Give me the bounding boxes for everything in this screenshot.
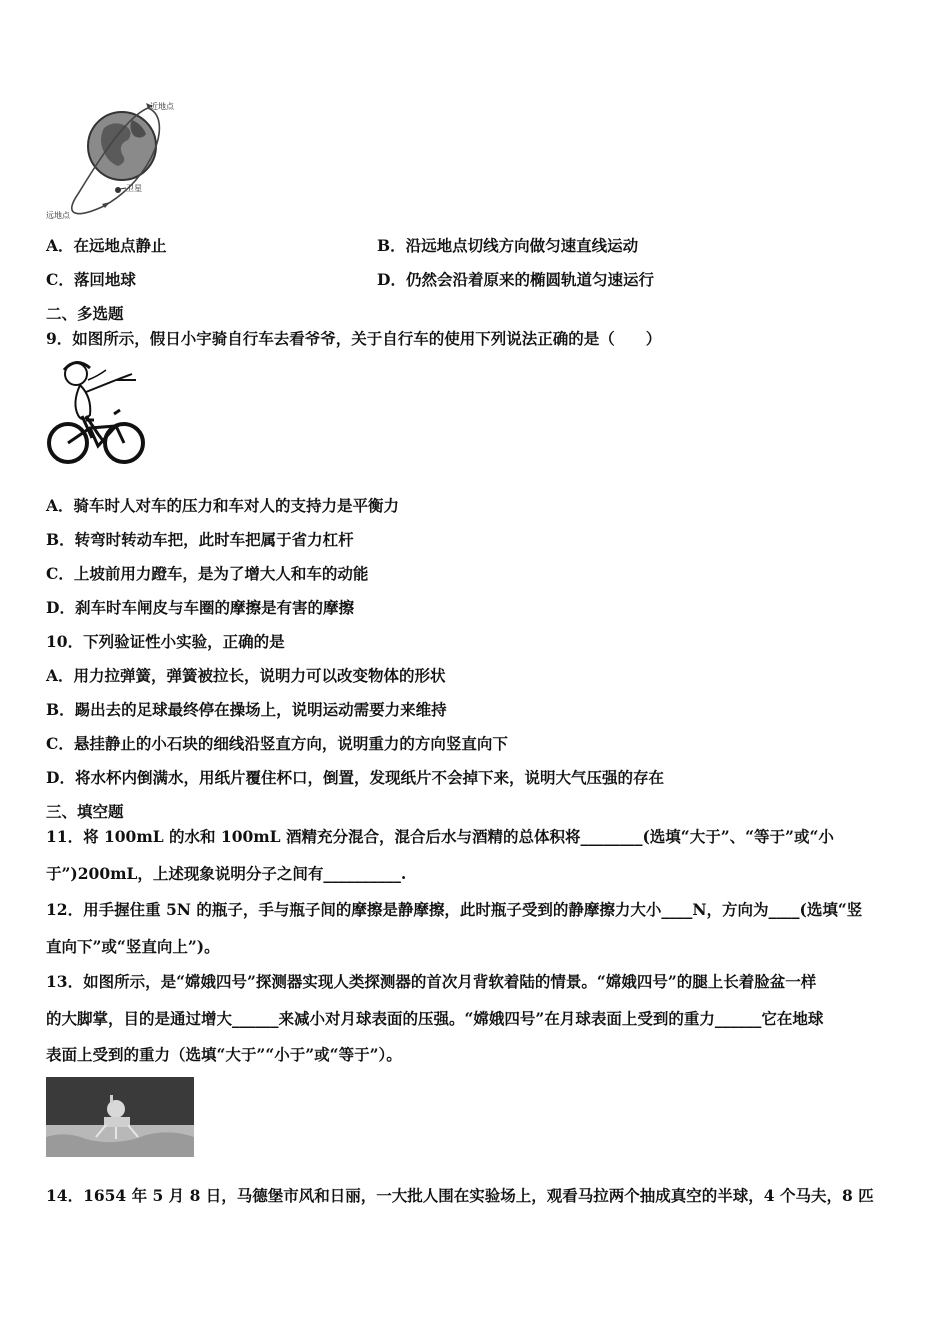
q10-stem: 10．下列验证性小实验，正确的是 xyxy=(46,632,285,651)
q11-line1: 11．将 100mL 的水和 100mL 酒精充分混合，混合后水与酒精的总体积将________(选填“大于”、“等于”或“小 xyxy=(46,827,834,846)
satellite-label: 卫星 xyxy=(126,184,142,193)
q10-option-d: D．将水杯内倒满水，用纸片覆住杯口，倒置，发现纸片不会掉下来，说明大气压强的存在 xyxy=(46,768,664,787)
q11-line2: 于”)200mL，上述现象说明分子之间有__________. xyxy=(46,864,407,883)
section-heading-multiple-choice: 二、多选题 xyxy=(46,304,124,323)
q9-option-d: D．刹车时车闸皮与车圈的摩擦是有害的摩擦 xyxy=(46,598,354,617)
lander-base xyxy=(104,1117,130,1127)
rider-body xyxy=(75,385,90,419)
orbit-figure xyxy=(44,98,184,223)
q9-option-b: B．转弯时转动车把，此时车把属于省力杠杆 xyxy=(46,530,354,549)
q8-option-d: D．仍然会沿着原来的椭圆轨道匀速运行 xyxy=(377,270,654,289)
lunar-lander-photo xyxy=(46,1077,194,1157)
q13-line3: 表面上受到的重力（选填“大于”“小于”或“等于”）。 xyxy=(46,1045,402,1064)
perigee-label: 近地点 xyxy=(150,102,174,111)
q12-line2: 直向下”或“竖直向上”)。 xyxy=(46,937,220,956)
q10-option-a: A．用力拉弹簧，弹簧被拉长，说明力可以改变物体的形状 xyxy=(46,666,446,685)
q13-line1: 13．如图所示，是“嫦娥四号”探测器实现人类探测器的首次月背软着陆的情景。“嫦娥四号”的腿上长着脸盆一样 xyxy=(46,972,817,991)
q8-option-b: B．沿远地点切线方向做匀速直线运动 xyxy=(377,236,639,255)
rider-arm xyxy=(86,374,136,392)
q10-option-b: B．踢出去的足球最终停在操场上，说明运动需要力来维持 xyxy=(46,700,447,719)
q9-stem: 9．如图所示，假日小宇骑自行车去看爷爷，关于自行车的使用下列说法正确的是（ ） xyxy=(46,329,662,348)
bicycle-figure xyxy=(46,358,146,470)
q8-option-a: A．在远地点静止 xyxy=(46,236,167,255)
q9-option-a: A．骑车时人对车的压力和车对人的支持力是平衡力 xyxy=(46,496,400,515)
q14-line1: 14．1654 年 5 月 8 日，马德堡市风和日丽，一大批人围在实验场上，观看马拉两个抽成真空的半球，4 个马夫，8 匹 xyxy=(46,1186,874,1205)
satellite-dot xyxy=(115,187,121,193)
apogee-label: 远地点 xyxy=(46,211,70,220)
section-heading-fill-blank: 三、填空题 xyxy=(46,802,124,821)
rider-scarf xyxy=(88,370,106,380)
q10-option-c: C．悬挂静止的小石块的细线沿竖直方向，说明重力的方向竖直向下 xyxy=(46,734,508,753)
q13-line2: 的大脚掌，目的是通过增大______来减小对月球表面的压强。“嫦娥四号”在月球表面上受到的重力______它在地球 xyxy=(46,1009,824,1028)
earth xyxy=(88,112,156,180)
q8-option-c: C．落回地球 xyxy=(46,270,136,289)
lander-body xyxy=(107,1100,125,1118)
lander-antenna xyxy=(110,1095,113,1103)
q9-option-c: C．上坡前用力蹬车，是为了增大人和车的动能 xyxy=(46,564,369,583)
q12-line1: 12．用手握住重 5N 的瓶子，手与瓶子间的摩擦是静摩擦，此时瓶子受到的静摩擦力大小____N，方向为____(选填“竖 xyxy=(46,900,863,919)
